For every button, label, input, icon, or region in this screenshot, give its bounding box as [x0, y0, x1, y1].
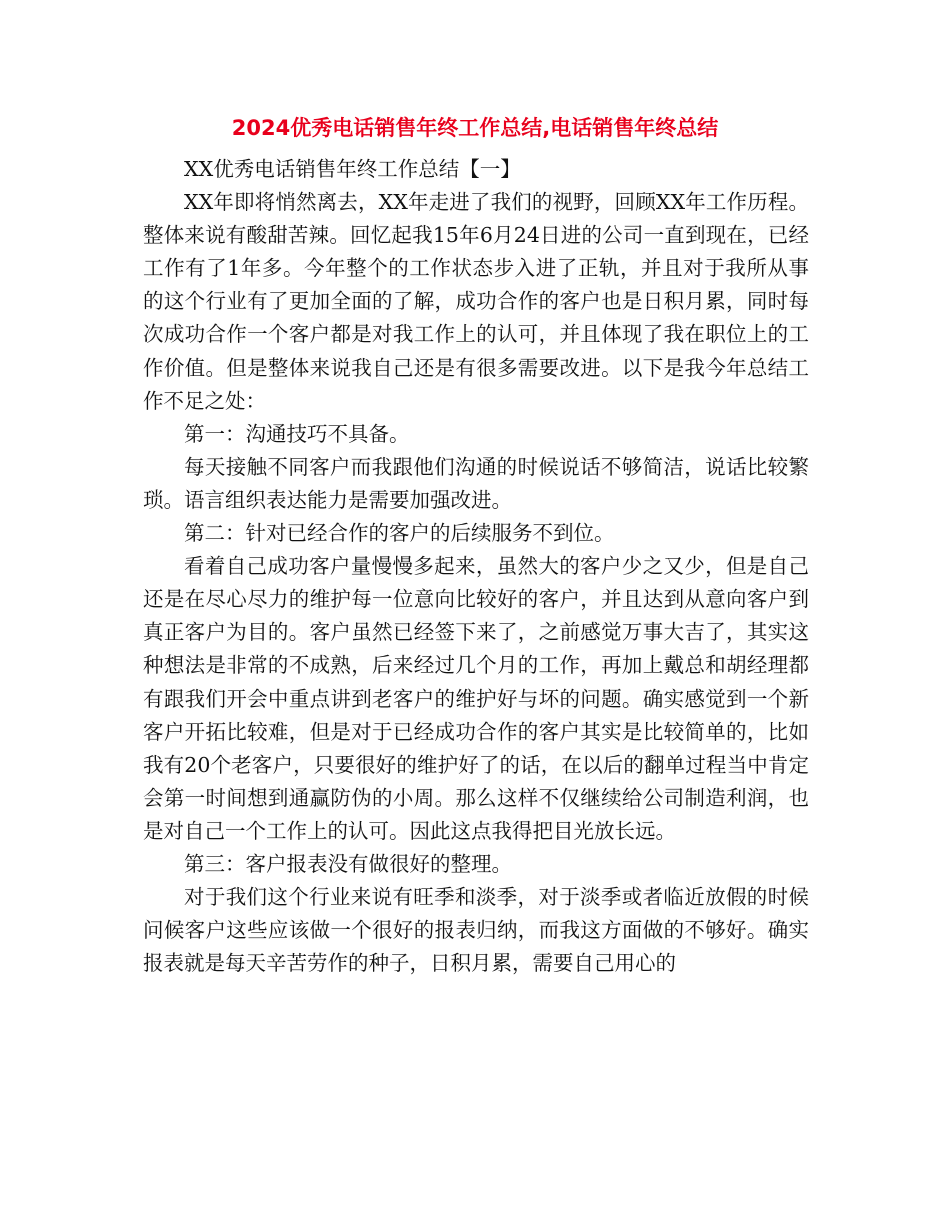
point-one-paragraph: 每天接触不同客户而我跟他们沟通的时候说话不够简洁，说话比较繁琐。语言组织表达能力是需要加强改进。	[143, 454, 809, 512]
point-one-heading: 第一：沟通技巧不具备。	[184, 421, 410, 446]
point-two-paragraph: 看着自己成功客户量慢慢多起来，虽然大的客户少之又少，但是自己还是在尽心尽力的维护每一位意向比较好的客户，并且达到从意向客户到真正客户为目的。客户虽然已经签下来了，之前感觉万事大吉了，其实这种想法是非常的不成熟，后来经过几个月的工作，再加上戴总和胡经理都有跟我们开会中重点讲到老客户的维护好与坏的问题。确实感觉到一个新客户开拓比较难，但是对于已经成功合作的客户其实是比较简单的，比如我有20个老客户，只要很好的维护好了的话，在以后的翻单过程当中肯定会第一时间想到通赢防伪的小周。那么这样不仅继续给公司制造利润，也是对自己一个工作上的认可。因此这点我得把目光放长远。	[143, 554, 809, 843]
section-heading-one: XX优秀电话销售年终工作总结【一】	[184, 157, 521, 181]
point-three-paragraph: 对于我们这个行业来说有旺季和淡季，对于淡季或者临近放假的时候问候客户这些应该做一个很好的报表归纳，而我这方面做的不够好。确实报表就是每天辛苦劳作的种子，日积月累，需要自己用心的	[143, 885, 809, 976]
point-two-heading: 第二：针对已经合作的客户的后续服务不到位。	[184, 521, 615, 546]
point-three-heading: 第三：客户报表没有做很好的整理。	[184, 851, 512, 876]
document-title: 2024优秀电话销售年终工作总结,电话销售年终总结	[231, 116, 719, 140]
document-body	[143, 153, 809, 980]
intro-paragraph: XX年即将悄然离去，XX年走进了我们的视野，回顾XX年工作历程。整体来说有酸甜苦辣。回忆起我15年6月24日进的公司一直到现在，已经工作有了1年多。今年整个的工作状态步入进了正轨，并且对于我所从事的这个行业有了更加全面的了解，成功合作的客户也是日积月累，同时每次成功合作一个客户都是对我工作上的认可，并且体现了我在职位上的工作价值。但是整体来说我自己还是有很多需要改进。以下是我今年总结工作不足之处：	[143, 190, 809, 413]
